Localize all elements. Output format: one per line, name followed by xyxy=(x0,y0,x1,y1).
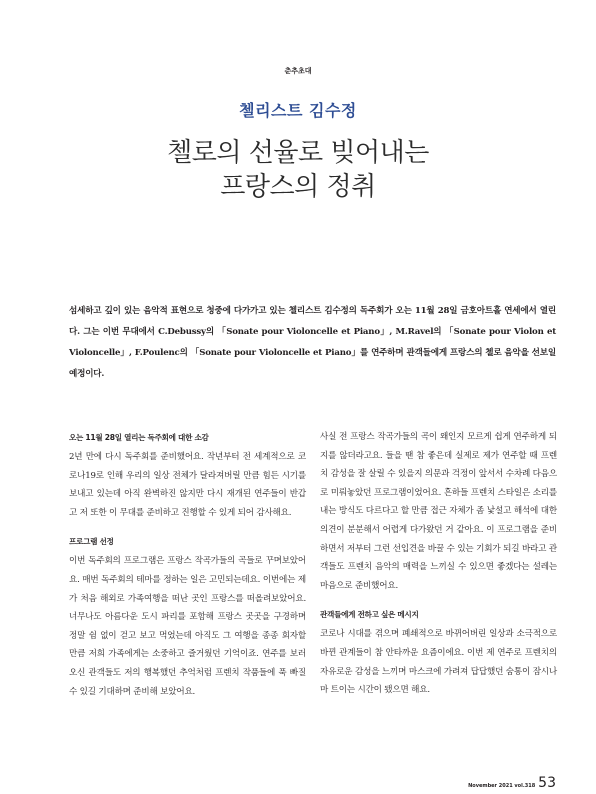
section-heading: 관객들에게 전하고 싶은 메시지 xyxy=(320,610,419,620)
page-footer xyxy=(470,776,556,790)
left-column xyxy=(69,428,306,711)
right-column xyxy=(320,428,557,710)
issue-label: November 2021 vol.318 xyxy=(468,783,536,789)
section-body: 코로나 시대를 겪으며 폐쇄적으로 바뀌어버린 일상과 소극적으로 바뀐 관계들이 참 안타까운 요즘이에요. 이번 제 연주로 프렌치의 자유로운 감성을 느끼며 마스크에 가려져 답답했던 숨통이 잠시나마 트이는 시간이 됐으면 해요. xyxy=(320,629,557,696)
section-heading: 프로그램 선정 xyxy=(69,537,114,547)
page-number: 53 xyxy=(538,775,556,791)
section-body: 2년 만에 다시 독주회를 준비했어요. 작년부터 전 세계적으로 코로나19로 인해 우리의 일상 전체가 달라져버릴 만큼 힘든 시기를 보내고 있는데 아직 완벽하진 않지만 다시 재개된 연주들이 반갑고 저 또한 이 무대를 준비하고 진행할 수 있게 되어 감사해요. xyxy=(69,452,306,518)
section-body: 이번 독주회의 프로그램은 프랑스 작곡가들의 곡들로 꾸며보았어요. 매번 독주회의 테마를 정하는 일은 고민되는데요. 이번에는 제가 처음 해외로 가족여행을 떠난 곳인 프랑스를 떠올려보았어요. 너무나도 아름다운 도시 파리를 포함해 프랑스 곳곳을 구경하며 정말 쉼 없이 걷고 보고 먹었는데 아직도 그 여행을 종종 회자할 만큼 저희 가족에게는 소중하고 즐거웠던 기억이죠. 연주를 보러 오신 관객들도 저의 행복했던 추억처럼 프렌치 작품들에 푹 빠질 수 있길 기대하며 준비해 보았어요. xyxy=(69,556,306,697)
lead-paragraph: 섬세하고 깊이 있는 음악적 표현으로 청중에 다가가고 있는 첼리스트 김수정의 독주회가 오는 11월 28일 금호아트홀 연세에서 열린다. 그는 이번 무대에서 C.Debussy의 「Sonate pour Violoncelle et Piano」, M.Ravel의 「Sonate pour Violon et Violoncelle」, F.Poulenc의 「Sonate pour Violoncelle et Piano」를 연주하며 관객들에게 프랑스의 첼로 음악을 선보일 예정이다. xyxy=(69,305,556,379)
page-title xyxy=(0,136,596,204)
title-line-1: 첼로의 선율로 빚어내는 xyxy=(167,138,429,168)
column-kicker: 춘추초대 xyxy=(284,67,312,75)
subject-name: 첼리스트 김수정 xyxy=(239,101,357,120)
section-body: 사실 전 프랑스 작곡가들의 곡이 왜인지 모르게 쉽게 연주하게 되지를 않더라고요. 들을 땐 참 좋은데 실제로 제가 연주할 때 프렌치 감성을 잘 살릴 수 있을지 의문과 걱정이 앞서서 수차례 다음으로 미뤄놓았던 프로그램이었어요. 흔하들 프렌치 스타일은 소리를 내는 방식도 다르다고 할 만큼 접근 자체가 좀 낯설고 해석에 대한 의견이 분분해서 어렵게 다가왔던 거 같아요. 이 프로그램을 준비하면서 저부터 그런 선입견을 바꿀 수 있는 기회가 되길 바라고 관객들도 프렌치 음악의 매력을 느끼실 수 있으면 좋겠다는 설레는 마음으로 준비했어요. xyxy=(320,432,557,591)
section-heading: 오는 11월 28일 열리는 독주회에 대한 소감 xyxy=(69,433,209,442)
title-line-2: 프랑스의 정취 xyxy=(220,172,376,202)
